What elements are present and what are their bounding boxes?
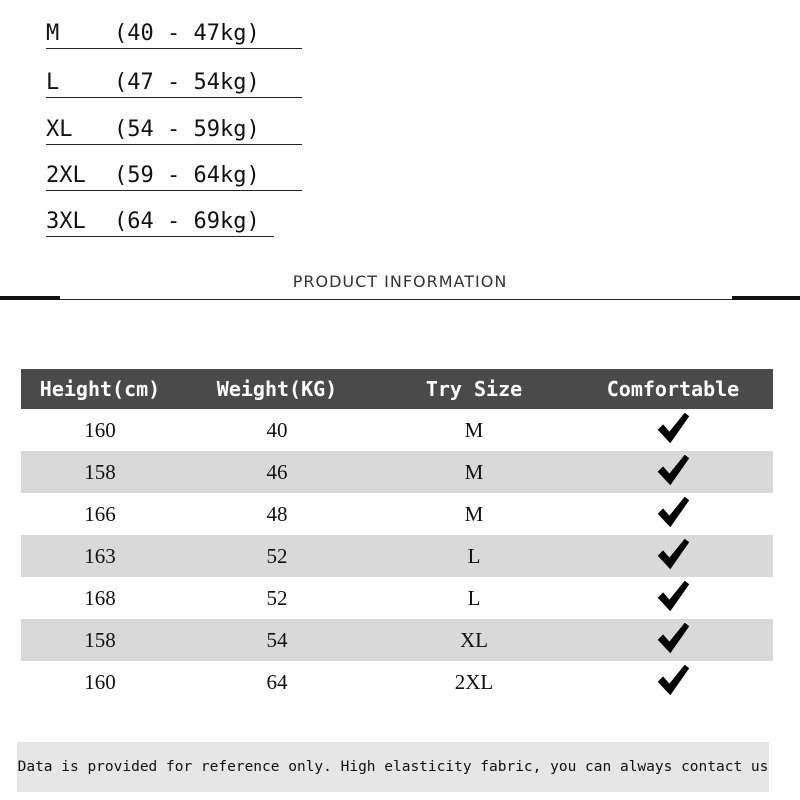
size-range: (54 - 59kg)	[114, 117, 260, 142]
cell-weight: 64	[266, 669, 288, 694]
table-row	[21, 451, 773, 493]
cell-height: 160	[84, 417, 116, 442]
cell-weight: 40	[266, 417, 288, 442]
size-row-l	[46, 65, 302, 98]
cell-size: M	[464, 501, 484, 526]
cell-size: M	[464, 459, 484, 484]
checkmark-icon	[655, 578, 691, 614]
cell-height: 166	[84, 501, 116, 526]
size-range: (47 - 54kg)	[114, 70, 260, 95]
checkmark-icon	[655, 662, 691, 698]
size-code: 3XL	[46, 209, 86, 234]
table-row	[21, 661, 773, 703]
size-row-m	[46, 16, 302, 49]
size-range: (64 - 69kg)	[114, 209, 260, 234]
divider	[0, 299, 800, 300]
cell-height: 168	[84, 585, 116, 610]
cell-height: 158	[84, 627, 116, 652]
cell-size: L	[467, 585, 481, 610]
size-code: XL	[46, 117, 73, 142]
size-row-2xl	[46, 158, 302, 191]
header-try-size: Try Size	[425, 377, 523, 401]
header-height: Height(cm)	[39, 377, 161, 401]
cell-size: L	[467, 543, 481, 568]
size-row-3xl	[46, 204, 274, 237]
table-row	[21, 409, 773, 451]
checkmark-icon	[655, 620, 691, 656]
checkmark-icon	[655, 536, 691, 572]
cell-comfortable	[573, 620, 773, 660]
cell-weight: 48	[266, 501, 288, 526]
size-table	[21, 369, 773, 703]
size-code: M	[46, 21, 60, 46]
table-row	[21, 619, 773, 661]
divider-accent-right	[732, 296, 800, 300]
disclaimer-note: Data is provided for reference only. High elasticity fabric, you can always contact us	[17, 742, 769, 792]
cell-comfortable	[573, 578, 773, 618]
cell-comfortable	[573, 494, 773, 534]
cell-size: 2XL	[454, 669, 494, 694]
cell-size: M	[464, 417, 484, 442]
cell-comfortable	[573, 536, 773, 576]
cell-weight: 54	[266, 627, 288, 652]
cell-weight: 52	[266, 585, 288, 610]
table-row	[21, 493, 773, 535]
checkmark-icon	[655, 452, 691, 488]
size-row-xl	[46, 112, 302, 145]
divider-accent-left	[0, 296, 60, 300]
size-code: L	[46, 70, 60, 95]
checkmark-icon	[655, 410, 691, 446]
cell-height: 163	[84, 543, 116, 568]
size-range: (59 - 64kg)	[114, 163, 260, 188]
cell-weight: 52	[266, 543, 288, 568]
cell-comfortable	[573, 452, 773, 492]
cell-height: 158	[84, 459, 116, 484]
cell-comfortable	[573, 662, 773, 702]
size-code: 2XL	[46, 163, 86, 188]
table-row	[21, 535, 773, 577]
header-comfortable: Comfortable	[606, 377, 740, 401]
table-header	[21, 369, 773, 409]
table-row	[21, 577, 773, 619]
section-title: PRODUCT INFORMATION	[292, 272, 508, 291]
size-range: (40 - 47kg)	[114, 21, 260, 46]
cell-height: 160	[84, 669, 116, 694]
cell-weight: 46	[266, 459, 288, 484]
header-weight: Weight(KG)	[216, 377, 338, 401]
checkmark-icon	[655, 494, 691, 530]
cell-comfortable	[573, 410, 773, 450]
cell-size: XL	[460, 627, 488, 652]
